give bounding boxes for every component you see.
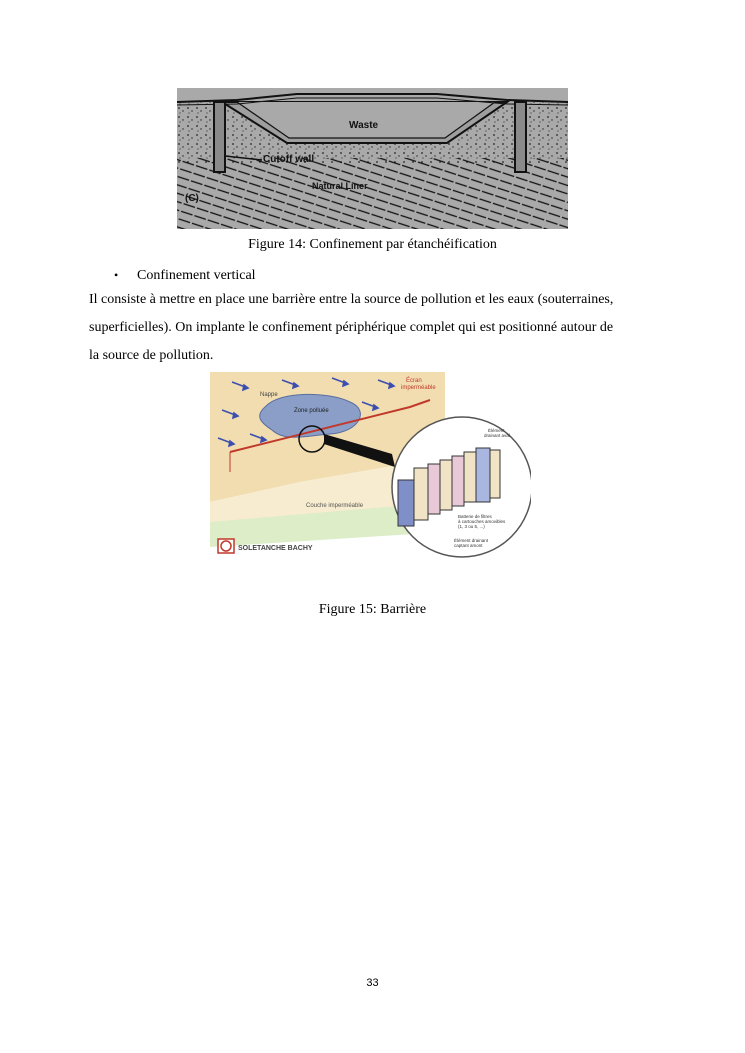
- paragraph-line: la source de pollution.: [89, 348, 214, 363]
- page-number: 33: [366, 977, 379, 989]
- soletanche-logo-text: SOLETANCHE BACHY: [238, 545, 313, 552]
- natural-liner-label: Natural Liner: [312, 181, 368, 191]
- couche-label: Couche imperméable: [306, 503, 364, 509]
- batterie-label-line1: Batterie de filtres: [458, 514, 492, 519]
- element-oval-label-line1: Élément: [488, 428, 505, 433]
- bullet-text: Confinement vertical: [137, 268, 256, 283]
- body-paragraph: [89, 286, 656, 370]
- paragraph-line: superficielles). On implante le confinement périphérique complet qui est positionné autour de: [89, 320, 614, 335]
- panel-label: (C): [185, 193, 199, 204]
- element-oval-label-line2: drainant aval: [484, 433, 510, 438]
- element-amont-label-line1: Élément drainant: [454, 538, 489, 543]
- element-amont-label-line2: captant amont: [454, 543, 483, 548]
- ecran-label-line1: Écran: [406, 378, 422, 384]
- ecran-label-line2: imperméable: [401, 385, 436, 391]
- figure-14-caption: Figure 14: Confinement par étanchéification: [248, 237, 497, 252]
- bullet-symbol: •: [114, 268, 119, 282]
- batterie-label-line2: à cartouches amovibles: [458, 519, 506, 524]
- figure-14-image: [177, 88, 568, 229]
- paragraph-line: Il consiste à mettre en place une barrière entre la source de pollution et les eaux (souterraines,: [89, 292, 614, 307]
- batterie-label-line3: (1, 3 ou 5, ...): [458, 524, 485, 529]
- figure-15-caption: Figure 15: Barrière: [318, 602, 427, 617]
- cutoff-wall-label: Cutoff wall: [263, 154, 315, 165]
- nappe-label: Nappe: [260, 392, 278, 398]
- waste-label: Waste: [349, 120, 379, 131]
- zone-polluee-label: Zone polluée: [294, 408, 329, 414]
- figure-15-image: [210, 372, 531, 562]
